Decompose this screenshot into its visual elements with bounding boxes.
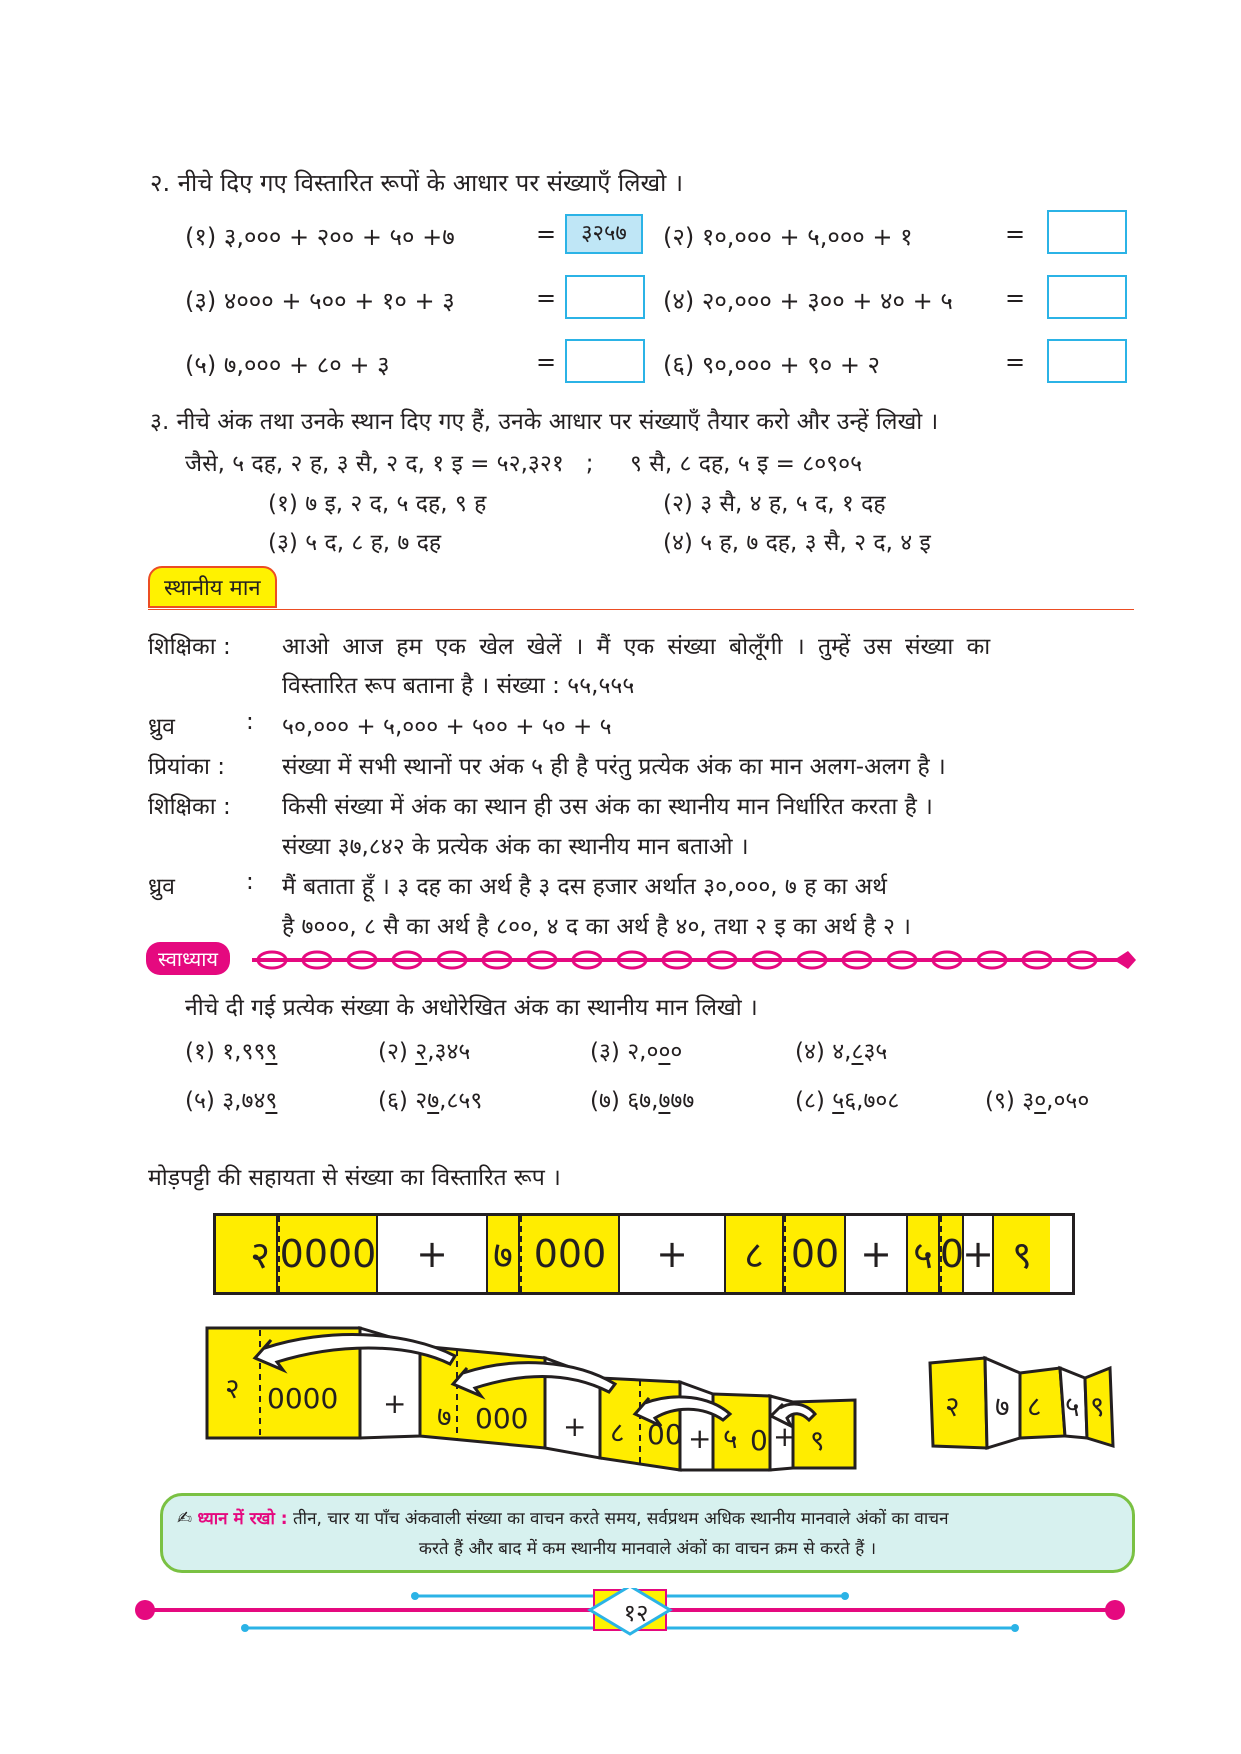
exercise-tag: स्वाध्याय <box>146 942 230 975</box>
svg-text:0: 0 <box>750 1424 768 1457</box>
svg-text:+: + <box>383 1387 407 1420</box>
folding-strip-illustration <box>205 1318 1135 1478</box>
dialogue-3-line-1: संख्या में सभी स्थानों पर अंक ५ ही है परंतु प्रत्येक अंक का मान अलग-अलग है । <box>282 754 946 780</box>
svg-text:७: ७ <box>437 1400 452 1433</box>
strip-zeros-3: 00 <box>784 1216 846 1292</box>
exercise-item-9: (९) ३०,०५० <box>985 1088 1090 1114</box>
strip-plus-1: + <box>378 1216 488 1292</box>
q2-item-1: (१) ३,००० + २०० + ५० +७ <box>185 223 455 251</box>
svg-text:00: 00 <box>647 1418 683 1451</box>
speaker-2: ध्रुव <box>148 714 175 740</box>
q3-example: जैसे, ५ दह, २ ह, ३ सै, २ द, १ इ = ५२,३२१ ; ९ सै, ८ दह, ५ इ = ८०९०५ <box>185 451 863 477</box>
q2-item-4: (४) २०,००० + ३०० + ४० + ५ <box>663 287 953 315</box>
speaker-3: प्रियांका : <box>148 754 226 780</box>
q2-heading: २. नीचे दिए गए विस्तारित रूपों के आधार पर संख्याएँ लिखो । <box>150 169 684 197</box>
q3-heading: ३. नीचे अंक तथा उनके स्थान दिए गए हैं, उनके आधार पर संख्याएँ तैयार करो और उन्हें लिखो । <box>150 409 939 435</box>
q2-answer-box-3[interactable] <box>565 275 645 319</box>
strip-digit-5: ९ <box>994 1216 1050 1292</box>
dialogue-1-line-1: आओ आज हम एक खेल खेलें । मैं एक संख्या बोलूँगी । तुम्हें उस संख्या का <box>282 634 991 660</box>
dialogue-5-line-2: है ७०००, ८ सै का अर्थ है ८००, ४ द का अर्थ है ४०, तथा २ इ का अर्थ है २ । <box>282 914 912 940</box>
q2-item-2: (२) १०,००० + ५,००० + १ <box>663 223 913 251</box>
strip-plus-2: + <box>620 1216 726 1292</box>
q2-item-3: (३) ४००० + ५०० + १० + ३ <box>185 287 455 315</box>
svg-text:+: + <box>563 1410 587 1443</box>
dialogue-5-line-1: मैं बताता हूँ । ३ दह का अर्थ है ३ दस हजार अर्थात ३०,०००, ७ ह का अर्थ <box>282 874 887 900</box>
svg-text:000: 000 <box>475 1402 529 1435</box>
svg-text:+: + <box>688 1422 712 1455</box>
q2-eq-6: = <box>1005 348 1026 376</box>
exercise-item-5: (५) ३,७४९ <box>185 1088 278 1114</box>
q2-item-5: (५) ७,००० + ८० + ३ <box>185 351 390 379</box>
q2-answer-box-6[interactable] <box>1047 339 1127 383</box>
exercise-item-7: (७) ६७,७७७ <box>590 1088 695 1114</box>
exercise-item-8: (८) ५६,७०८ <box>795 1088 900 1114</box>
q2-eq-5: = <box>536 348 557 376</box>
strip-plus-4: + <box>964 1216 994 1292</box>
svg-text:२: २ <box>945 1390 960 1423</box>
svg-text:९: ९ <box>1090 1390 1105 1423</box>
speaker-4: शिक्षिका : <box>148 794 231 820</box>
q2-answer-box-4[interactable] <box>1047 275 1127 319</box>
q3-item-3: (३) ५ द, ८ ह, ७ दह <box>268 530 442 556</box>
note-label: ध्यान में रखो : <box>197 1509 288 1529</box>
q3-item-2: (२) ३ सै, ४ ह, ५ द, १ दह <box>663 491 886 517</box>
q2-eq-1: = <box>536 220 557 248</box>
svg-text:८: ८ <box>610 1416 625 1449</box>
svg-text:0000: 0000 <box>267 1382 339 1415</box>
dialogue-4-line-1: किसी संख्या में अंक का स्थान ही उस अंक का स्थानीय मान निर्धारित करता है । <box>282 794 933 820</box>
svg-text:५: ५ <box>723 1422 738 1455</box>
strip-digit-4: ५ <box>908 1216 940 1292</box>
svg-text:२: २ <box>225 1372 240 1405</box>
speaker-5-colon: : <box>246 869 254 895</box>
q2-eq-3: = <box>536 284 557 312</box>
exercise-item-6: (६) २७,८५९ <box>378 1088 483 1114</box>
strip-zeros-1: 0000 <box>278 1216 378 1292</box>
speaker-5: ध्रुव <box>148 874 175 900</box>
speaker-2-colon: : <box>246 709 254 735</box>
dialogue-1-line-2: विस्तारित रूप बताना है । संख्या : ५५,५५५ <box>282 673 635 699</box>
strip-digit-3: ८ <box>726 1216 784 1292</box>
fold-strip <box>213 1213 1075 1295</box>
section-tag-place-value: स्थानीय मान <box>148 566 277 608</box>
strip-digit-2: ७ <box>488 1216 520 1292</box>
dialogue-2-line-1: ५०,००० + ५,००० + ५०० + ५० + ५ <box>282 714 612 740</box>
strip-zeros-2: 000 <box>520 1216 620 1292</box>
svg-text:५: ५ <box>1065 1390 1080 1423</box>
q2-answer-box-5[interactable] <box>565 339 645 383</box>
svg-text:+: + <box>773 1420 797 1453</box>
exercise-item-3: (३) २,००० <box>590 1039 683 1065</box>
section-divider <box>148 609 1134 610</box>
note-text-2: करते हैं और बाद में कम स्थानीय मानवाले अंकों का वाचन क्रम से करते हैं । <box>418 1539 877 1559</box>
strip-zeros-4: 0 <box>940 1216 964 1292</box>
svg-text:९: ९ <box>810 1424 825 1457</box>
pencil-icon: ✍ <box>177 1508 193 1529</box>
strip-digit-1: २ <box>216 1216 278 1292</box>
q2-eq-4: = <box>1005 284 1026 312</box>
dialogue-4-line-2: संख्या ३७,८४२ के प्रत्येक अंक का स्थानीय मान बताओ । <box>282 834 749 860</box>
exercise-item-4: (४) ४,८३५ <box>795 1039 888 1065</box>
page-number: १२ <box>623 1599 649 1627</box>
svg-text:८: ८ <box>1027 1390 1042 1423</box>
q3-item-1: (१) ७ इ, २ द, ५ दह, ९ ह <box>268 491 487 517</box>
note-text-1: तीन, चार या पाँच अंकवाली संख्या का वाचन करते समय, सर्वप्रथम अधिक स्थानीय मानवाले अंकों का वाचन <box>292 1509 949 1529</box>
svg-text:७: ७ <box>995 1390 1010 1423</box>
note-box <box>160 1493 1135 1573</box>
q2-answer-box-2[interactable] <box>1047 210 1127 254</box>
exercise-item-2: (२) २,३४५ <box>378 1039 471 1065</box>
q2-eq-2: = <box>1005 220 1026 248</box>
q2-answer-box-1[interactable]: ३२५७ <box>565 214 643 254</box>
q3-item-4: (४) ५ ह, ७ दह, ३ सै, २ द, ४ इ <box>663 530 931 556</box>
decorative-chain <box>252 945 1137 975</box>
q2-item-6: (६) ९०,००० + ९० + २ <box>663 351 881 379</box>
fold-heading: मोड़पट्टी की सहायता से संख्या का विस्तारित रूप । <box>148 1165 561 1191</box>
exercise-item-1: (१) १,९९९ <box>185 1039 278 1065</box>
exercise-instruction: नीचे दी गई प्रत्येक संख्या के अधोरेखित अंक का स्थानीय मान लिखो । <box>185 995 758 1021</box>
speaker-1: शिक्षिका : <box>148 634 231 660</box>
strip-plus-3: + <box>846 1216 908 1292</box>
